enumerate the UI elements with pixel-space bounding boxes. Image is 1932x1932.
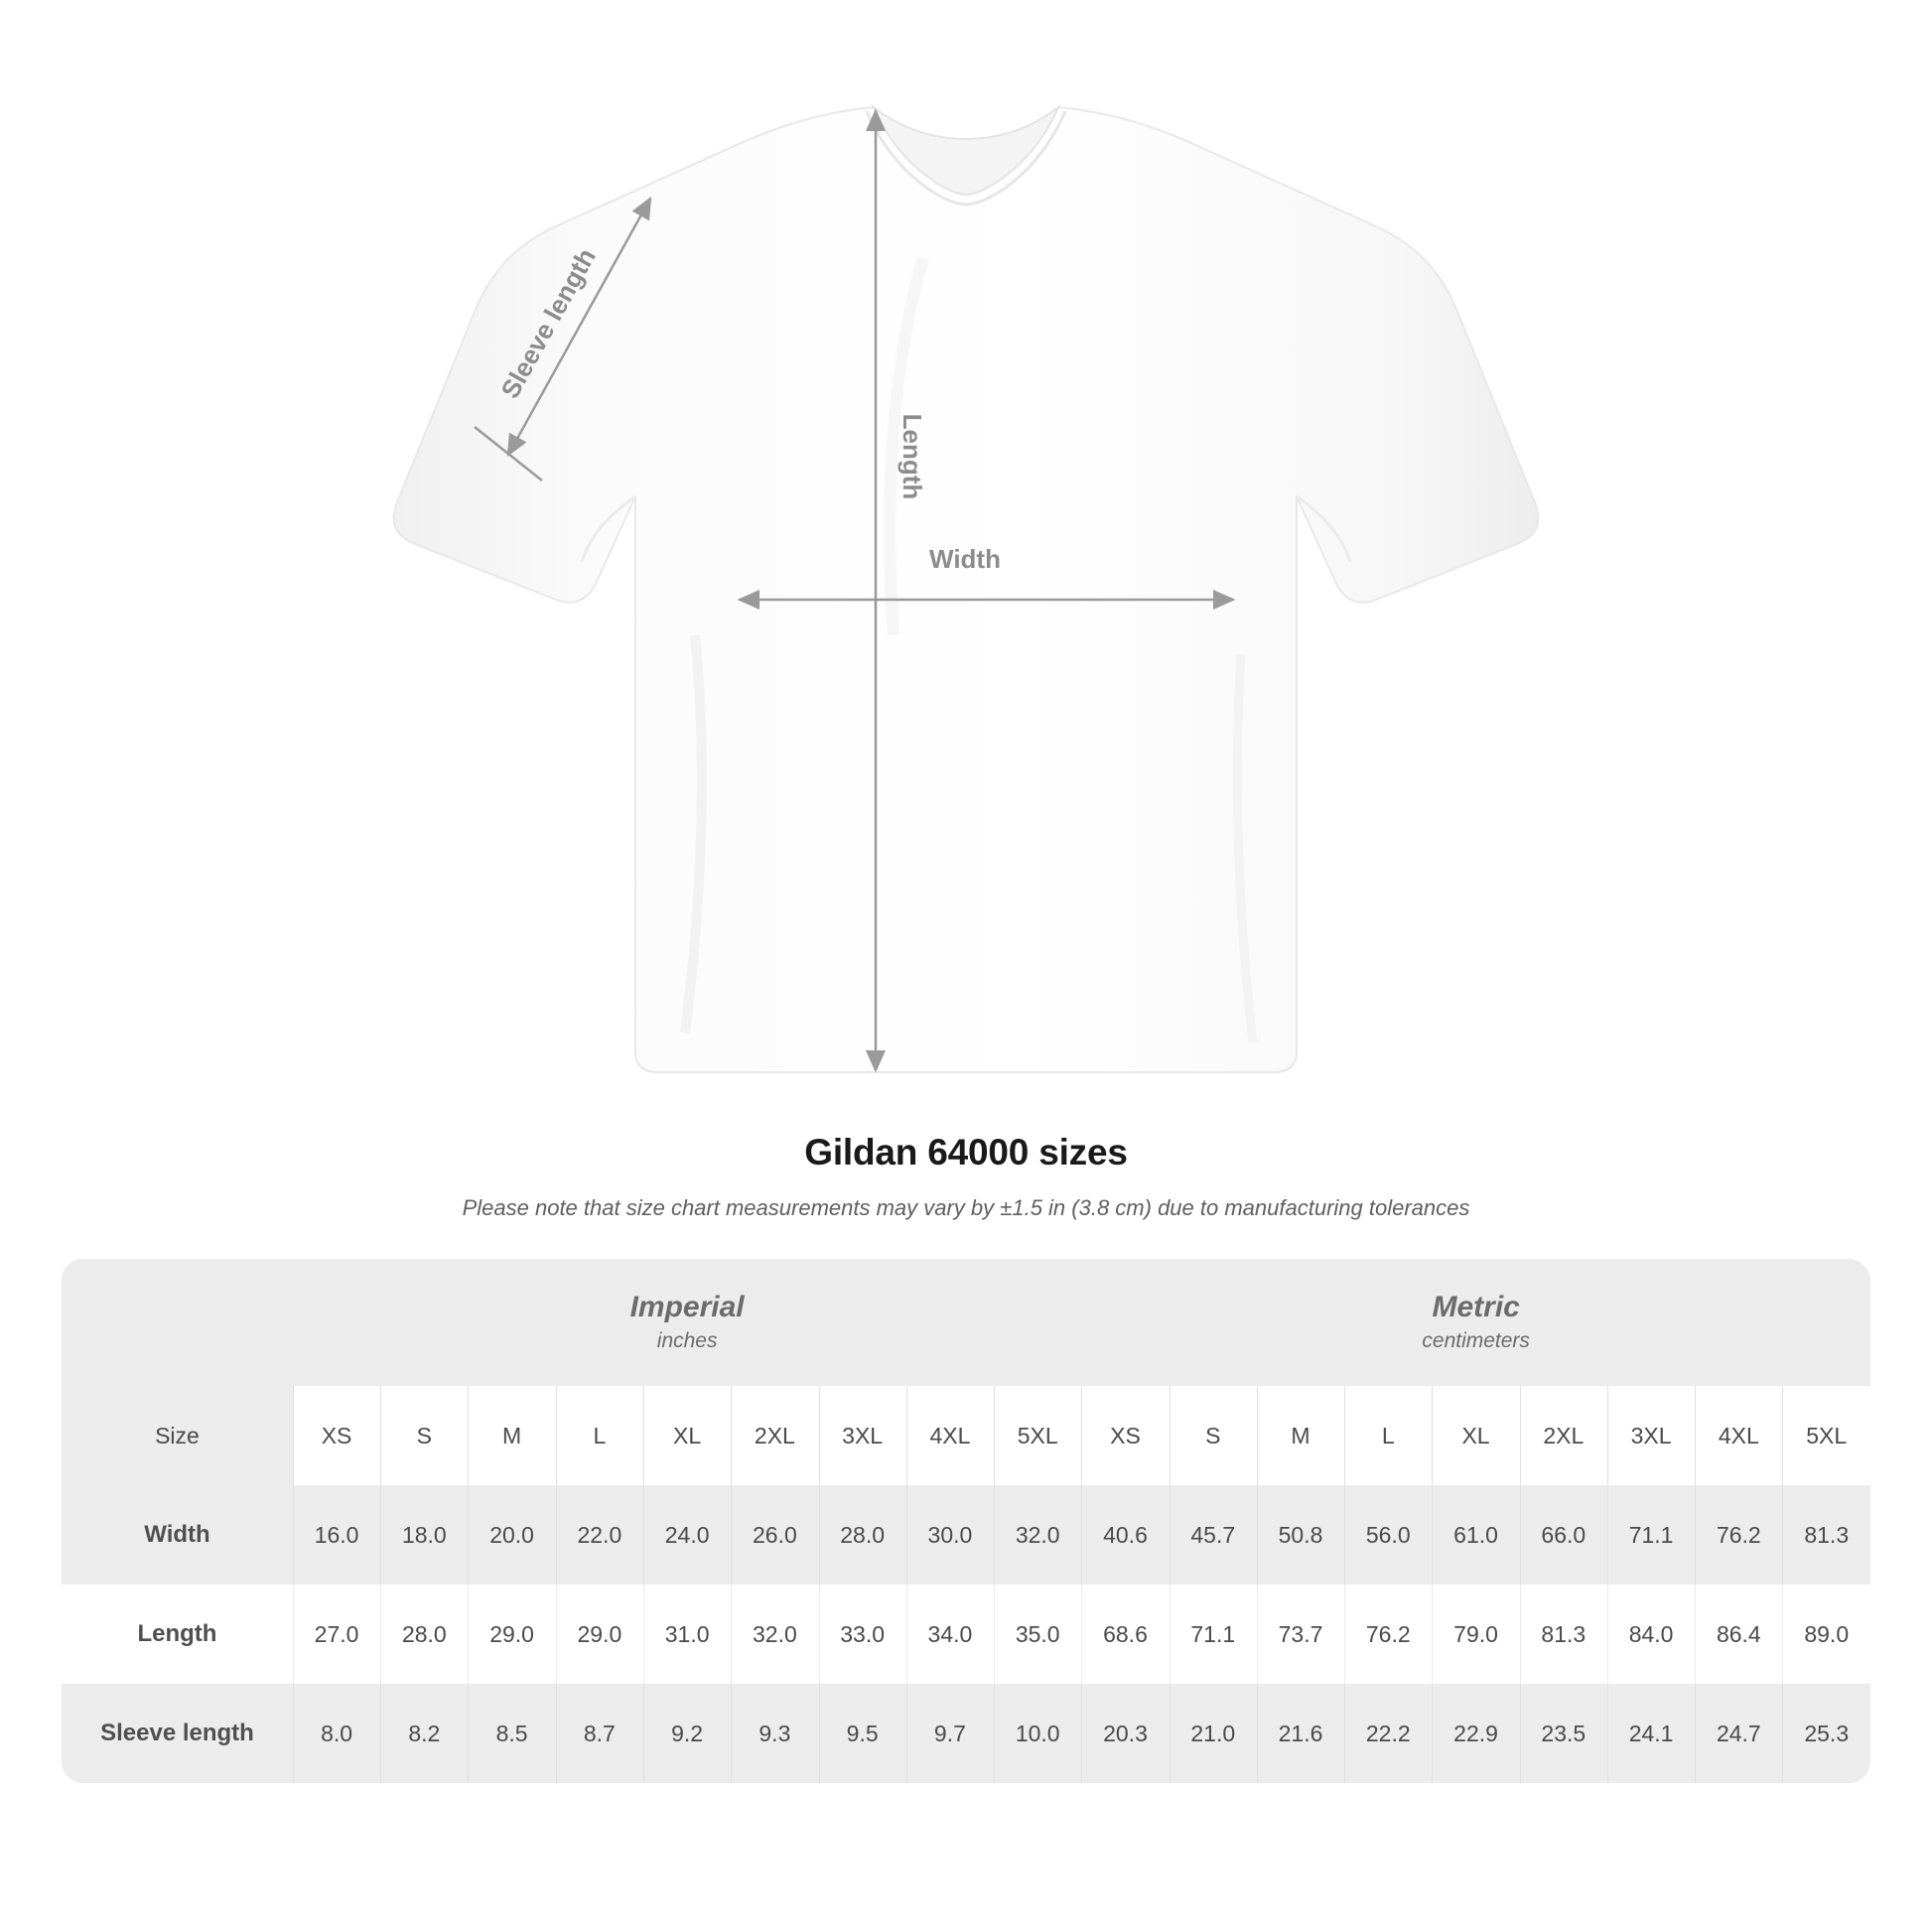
cell-sleeve-met-8: 25.3 (1782, 1684, 1870, 1783)
cell-sleeve-met-5: 23.5 (1520, 1684, 1607, 1783)
size-table-wrapper (62, 1259, 1870, 1783)
cell-length-imp-5: 32.0 (731, 1585, 818, 1684)
cell-sleeve-imp-6: 9.5 (819, 1684, 906, 1783)
size-header-imp-5: 2XL (731, 1386, 818, 1485)
cell-width-imp-7: 30.0 (906, 1485, 994, 1585)
cell-width-met-3: 56.0 (1344, 1485, 1432, 1585)
cell-length-met-6: 84.0 (1607, 1585, 1695, 1684)
cell-length-met-4: 79.0 (1432, 1585, 1519, 1684)
cell-width-met-1: 45.7 (1170, 1485, 1257, 1585)
cell-width-imp-2: 20.0 (468, 1485, 555, 1585)
size-header-imp-1: S (380, 1386, 468, 1485)
cell-sleeve-met-2: 21.6 (1257, 1684, 1344, 1783)
cell-sleeve-imp-8: 10.0 (994, 1684, 1081, 1783)
table-row (62, 1485, 1870, 1585)
label-sleeve-length: Sleeve length (494, 243, 602, 404)
cell-width-met-8: 81.3 (1782, 1485, 1870, 1585)
size-header-met-6: 3XL (1607, 1386, 1695, 1485)
cell-sleeve-imp-0: 8.0 (293, 1684, 380, 1783)
size-header-met-2: M (1257, 1386, 1344, 1485)
table-row (62, 1585, 1870, 1684)
row-label-size: Size (62, 1386, 293, 1485)
cell-length-imp-8: 35.0 (994, 1585, 1081, 1684)
size-header-met-7: 4XL (1695, 1386, 1782, 1485)
cell-sleeve-imp-2: 8.5 (468, 1684, 555, 1783)
cell-length-imp-3: 29.0 (556, 1585, 643, 1684)
unit-group-metric-sub: centimeters (1422, 1329, 1530, 1352)
cell-sleeve-imp-7: 9.7 (906, 1684, 994, 1783)
size-header-imp-3: L (556, 1386, 643, 1485)
cell-length-met-8: 89.0 (1782, 1585, 1870, 1684)
title-block (0, 1132, 1932, 1221)
cell-width-imp-6: 28.0 (819, 1485, 906, 1585)
size-header-met-3: L (1344, 1386, 1432, 1485)
cell-width-met-6: 71.1 (1607, 1485, 1695, 1585)
row-label-length: Length (62, 1585, 293, 1684)
unit-group-metric-label: Metric (1432, 1290, 1520, 1323)
cell-width-imp-5: 26.0 (731, 1485, 818, 1585)
unit-header-row (62, 1259, 1870, 1386)
unit-group-imperial-label: Imperial (629, 1290, 745, 1323)
cell-width-imp-3: 22.0 (556, 1485, 643, 1585)
cell-sleeve-imp-4: 9.2 (643, 1684, 731, 1783)
size-header-met-4: XL (1432, 1386, 1519, 1485)
cell-width-imp-4: 24.0 (643, 1485, 731, 1585)
size-header-met-0: XS (1081, 1386, 1169, 1485)
size-header-imp-4: XL (643, 1386, 731, 1485)
size-table (62, 1259, 1870, 1783)
cell-sleeve-met-0: 20.3 (1081, 1684, 1169, 1783)
label-width: Width (929, 544, 1001, 574)
size-header-imp-6: 3XL (819, 1386, 906, 1485)
cell-length-imp-0: 27.0 (293, 1585, 380, 1684)
cell-sleeve-met-3: 22.2 (1344, 1684, 1432, 1783)
cell-length-imp-1: 28.0 (380, 1585, 468, 1684)
cell-sleeve-imp-5: 9.3 (731, 1684, 818, 1783)
cell-length-met-5: 81.3 (1520, 1585, 1607, 1684)
size-header-imp-2: M (468, 1386, 555, 1485)
cell-width-imp-0: 16.0 (293, 1485, 380, 1585)
size-header-met-8: 5XL (1782, 1386, 1870, 1485)
cell-width-imp-1: 18.0 (380, 1485, 468, 1585)
cell-sleeve-met-1: 21.0 (1170, 1684, 1257, 1783)
cell-length-imp-2: 29.0 (468, 1585, 555, 1684)
cell-width-met-0: 40.6 (1081, 1485, 1169, 1585)
cell-length-imp-7: 34.0 (906, 1585, 994, 1684)
cell-sleeve-met-7: 24.7 (1695, 1684, 1782, 1783)
size-header-imp-0: XS (293, 1386, 380, 1485)
cell-length-met-3: 76.2 (1344, 1585, 1432, 1684)
unit-group-imperial (293, 1259, 1081, 1386)
cell-width-imp-8: 32.0 (994, 1485, 1081, 1585)
size-header-met-1: S (1170, 1386, 1257, 1485)
cell-sleeve-imp-3: 8.7 (556, 1684, 643, 1783)
tshirt-graphic (394, 107, 1539, 1072)
table-row (62, 1684, 1870, 1783)
cell-width-met-2: 50.8 (1257, 1485, 1344, 1585)
cell-length-imp-4: 31.0 (643, 1585, 731, 1684)
row-label-width: Width (62, 1485, 293, 1585)
tolerance-note: Please note that size chart measurements may vary by ±1.5 in (3.8 cm) due to manufacturing tolerances (462, 1195, 1470, 1220)
cell-width-met-4: 61.0 (1432, 1485, 1519, 1585)
size-header-met-5: 2XL (1520, 1386, 1607, 1485)
row-label-sleeve-length: Sleeve length (62, 1684, 293, 1783)
size-header-row (62, 1386, 1870, 1485)
cell-length-met-7: 86.4 (1695, 1585, 1782, 1684)
unit-group-imperial-sub: inches (656, 1329, 718, 1352)
cell-length-met-1: 71.1 (1170, 1585, 1257, 1684)
unit-group-metric (1081, 1259, 1870, 1386)
cell-length-imp-6: 33.0 (819, 1585, 906, 1684)
cell-sleeve-met-4: 22.9 (1432, 1684, 1519, 1783)
size-header-imp-7: 4XL (906, 1386, 994, 1485)
cell-length-met-0: 68.6 (1081, 1585, 1169, 1684)
label-length: Length (897, 413, 927, 500)
cell-width-met-7: 76.2 (1695, 1485, 1782, 1585)
cell-sleeve-met-6: 24.1 (1607, 1684, 1695, 1783)
cell-length-met-2: 73.7 (1257, 1585, 1344, 1684)
unit-header-spacer (62, 1259, 293, 1386)
page-title: Gildan 64000 sizes (804, 1132, 1128, 1173)
cell-sleeve-imp-1: 8.2 (380, 1684, 468, 1783)
cell-width-met-5: 66.0 (1520, 1485, 1607, 1585)
size-header-imp-8: 5XL (994, 1386, 1081, 1485)
